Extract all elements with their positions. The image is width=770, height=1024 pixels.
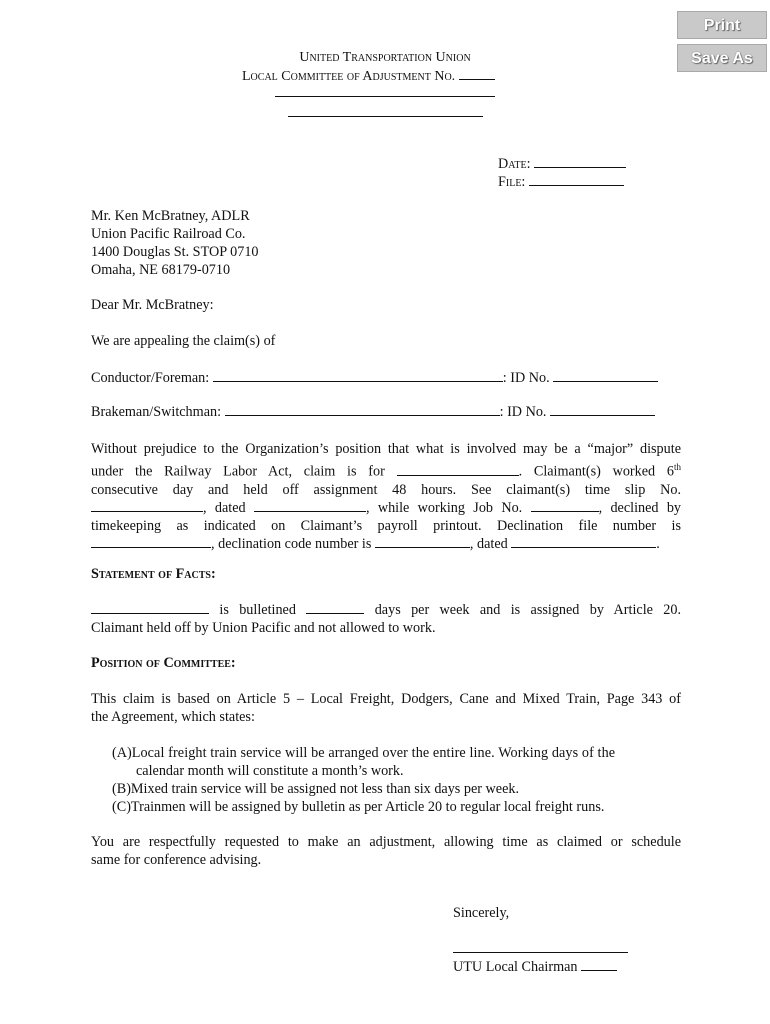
conductor-label: Conductor/Foreman: (91, 370, 210, 386)
provision-c-text: Trainmen will be assigned by bulletin as per Article 20 to regular local freight runs. (130, 799, 605, 815)
header-blank-line-1 (275, 96, 495, 97)
conductor-name-field[interactable] (213, 369, 503, 382)
position-paragraph (91, 690, 681, 726)
facts-text: days per week and is assigned by Article 20. (374, 602, 682, 618)
facts-row-2: Claimant held off by Union Pacific and not allowed to work. (91, 620, 436, 636)
facts-text: is bulletined (219, 602, 296, 618)
date-row (498, 155, 626, 173)
brakeman-label: Brakeman/Switchman: (91, 404, 222, 420)
claim-text: , declined by (598, 499, 682, 516)
date-field[interactable] (534, 155, 626, 168)
claim-text: , declination code number is (211, 535, 372, 552)
date-label: Date: (498, 156, 531, 172)
brakeman-id-label: : ID No. (499, 404, 547, 420)
provision-b (112, 780, 682, 798)
provision-c (112, 798, 682, 816)
dated-field-2[interactable] (511, 535, 656, 548)
committee-number-field[interactable] (459, 67, 495, 80)
facts-row-1 (91, 601, 681, 619)
claim-text: , dated (469, 535, 508, 552)
days-field[interactable] (306, 601, 364, 614)
closing-row-2: same for conference advising. (91, 852, 262, 868)
committee-line (242, 67, 495, 85)
save-as-button[interactable]: Save As (677, 44, 767, 72)
job-number-field[interactable] (531, 499, 599, 512)
provisions-list (112, 744, 682, 816)
address-city: Omaha, NE 68179-0710 (91, 262, 231, 278)
closing-row-1: You are respectfully requested to make an adjustment, allowing time as claimed or schedule (91, 834, 681, 850)
committee-prefix: Local Committee of Adjustment No. (242, 69, 456, 84)
time-slip-field[interactable] (91, 499, 203, 512)
address-company: Union Pacific Railroad Co. (91, 226, 246, 242)
statement-heading: Statement of Facts: (91, 566, 216, 582)
claim-row-5: timekeeping as indicated on Claimant’s payroll printout. Declination file number is (91, 517, 681, 534)
claim-paragraph (91, 440, 681, 553)
declination-file-field[interactable] (91, 535, 211, 548)
bulletined-job-field[interactable] (91, 601, 209, 614)
dated-field-1[interactable] (254, 499, 366, 512)
claim-row-4 (91, 499, 681, 517)
print-button[interactable]: Print (677, 11, 767, 39)
address-name: Mr. Ken McBratney, ADLR (91, 208, 250, 224)
brakeman-name-field[interactable] (225, 403, 500, 416)
claim-row-2 (91, 458, 681, 481)
provision-a-continued: calendar month will constitute a month’s work. (136, 763, 404, 779)
file-label: File: (498, 174, 526, 190)
brakeman-row (91, 403, 655, 421)
superscript-th: th (673, 462, 681, 472)
brakeman-id-field[interactable] (550, 403, 655, 416)
claim-row-6 (91, 535, 681, 553)
claim-row-3: consecutive day and held off assignment 48 hours. See claimant(s) time slip No. (91, 481, 681, 498)
closing-paragraph (91, 833, 681, 869)
provision-b-label: (B) (112, 781, 131, 797)
provision-a-label: (A) (112, 745, 132, 761)
file-field[interactable] (529, 173, 624, 186)
signature-line[interactable] (453, 952, 628, 953)
claim-text: , dated (203, 499, 246, 516)
claim-row-1: Without prejudice to the Organization’s position that what is involved may be a “major” dispute (91, 441, 681, 457)
conductor-id-field[interactable] (553, 369, 658, 382)
provision-a (112, 744, 682, 762)
declination-code-field[interactable] (375, 535, 470, 548)
position-row-2: the Agreement, which states: (91, 709, 255, 725)
provision-a-text: Local freight train service will be arranged over the entire line. Working days of the (131, 745, 616, 761)
union-name: United Transportation Union (299, 50, 471, 65)
signature-title: UTU Local Chairman (453, 959, 578, 975)
claim-text: , while working Job No. (365, 499, 523, 516)
signoff: Sincerely, (453, 905, 510, 921)
conductor-id-label: : ID No. (502, 370, 550, 386)
position-heading: Position of Committee: (91, 655, 236, 671)
facts-paragraph (91, 601, 681, 637)
signature-title-row (453, 958, 617, 976)
salutation: Dear Mr. McBratney: (91, 297, 214, 313)
claim-for-field[interactable] (397, 463, 519, 476)
conductor-row (91, 369, 658, 387)
claim-text: . (656, 535, 660, 552)
file-row (498, 173, 624, 191)
local-number-field[interactable] (581, 958, 617, 971)
provision-c-label: (C) (112, 799, 131, 815)
claim-text: . Claimant(s) worked 6 (518, 463, 674, 480)
intro-text: We are appealing the claim(s) of (91, 333, 276, 349)
provision-b-text: Mixed train service will be assigned not less than six days per week. (130, 781, 520, 797)
claim-text: under the Railway Labor Act, claim is for (91, 463, 385, 480)
position-row-1: This claim is based on Article 5 – Local Freight, Dodgers, Cane and Mixed Train, Page 343 of (91, 691, 681, 707)
header-blank-line-2 (288, 116, 483, 117)
address-block (91, 207, 259, 279)
address-street: 1400 Douglas St. STOP 0710 (91, 244, 259, 260)
